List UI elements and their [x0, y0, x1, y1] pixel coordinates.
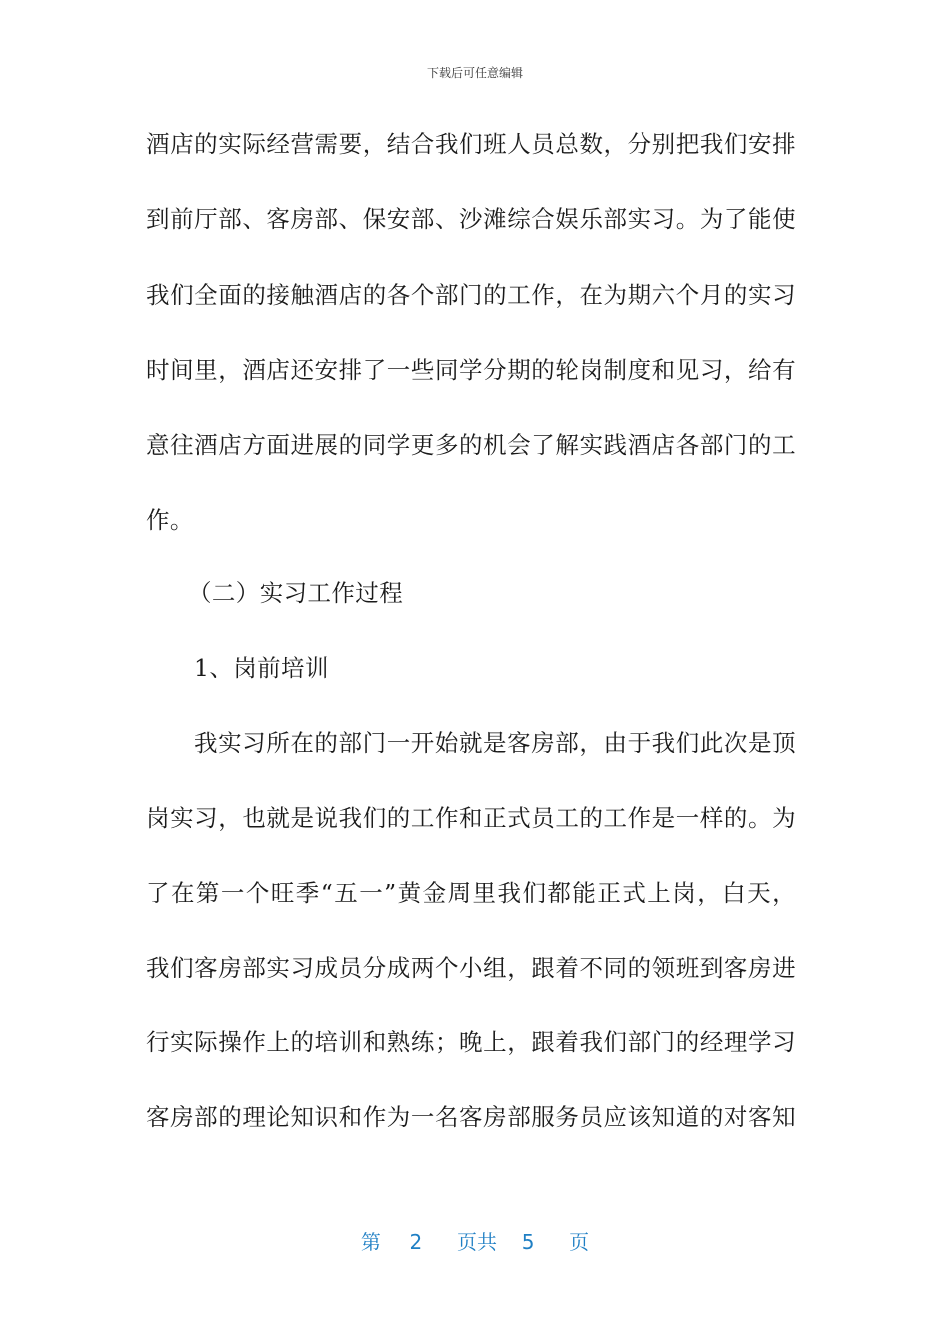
footer-middle: 页共 [457, 1230, 497, 1254]
page-footer [0, 1226, 950, 1255]
text-line: 酒店的实际经营需要，结合我们班人员总数，分别把我们安排 [146, 130, 796, 158]
text-line: 岗实习，也就是说我们的工作和正式员工的工作是一样的。为 [146, 804, 796, 832]
page-total: 5 [521, 1230, 535, 1254]
section-heading: （二）实习工作过程 [188, 579, 404, 607]
text-line: 我们全面的接触酒店的各个部门的工作，在为期六个月的实习 [146, 281, 796, 309]
text-line: 到前厅部、客房部、保安部、沙滩综合娱乐部实习。为了能使 [146, 205, 796, 233]
paragraph-first-line: 我实习所在的部门一开始就是客房部，由于我们此次是顶 [194, 729, 796, 757]
footer-prefix: 第 [360, 1230, 381, 1254]
page-number: 2 [409, 1230, 423, 1254]
text-line: 了在第一个旺季“五一”黄金周里我们都能正式上岗，白天， [146, 879, 796, 907]
text-line: 客房部的理论知识和作为一名客房部服务员应该知道的对客知 [146, 1103, 796, 1131]
page-header: 下载后可任意编辑 [426, 66, 523, 80]
text-line: 时间里，酒店还安排了一些同学分期的轮岗制度和见习，给有 [146, 356, 796, 384]
text-line: 意往酒店方面进展的同学更多的机会了解实践酒店各部门的工 [146, 431, 796, 459]
text-line: 作。 [146, 506, 194, 534]
text-line: 行实际操作上的培训和熟练；晚上，跟着我们部门的经理学习 [146, 1028, 796, 1056]
footer-suffix: 页 [569, 1230, 590, 1254]
text-line: 我们客房部实习成员分成两个小组，跟着不同的领班到客房进 [146, 954, 796, 982]
subsection-heading: 1、岗前培训 [194, 654, 329, 682]
